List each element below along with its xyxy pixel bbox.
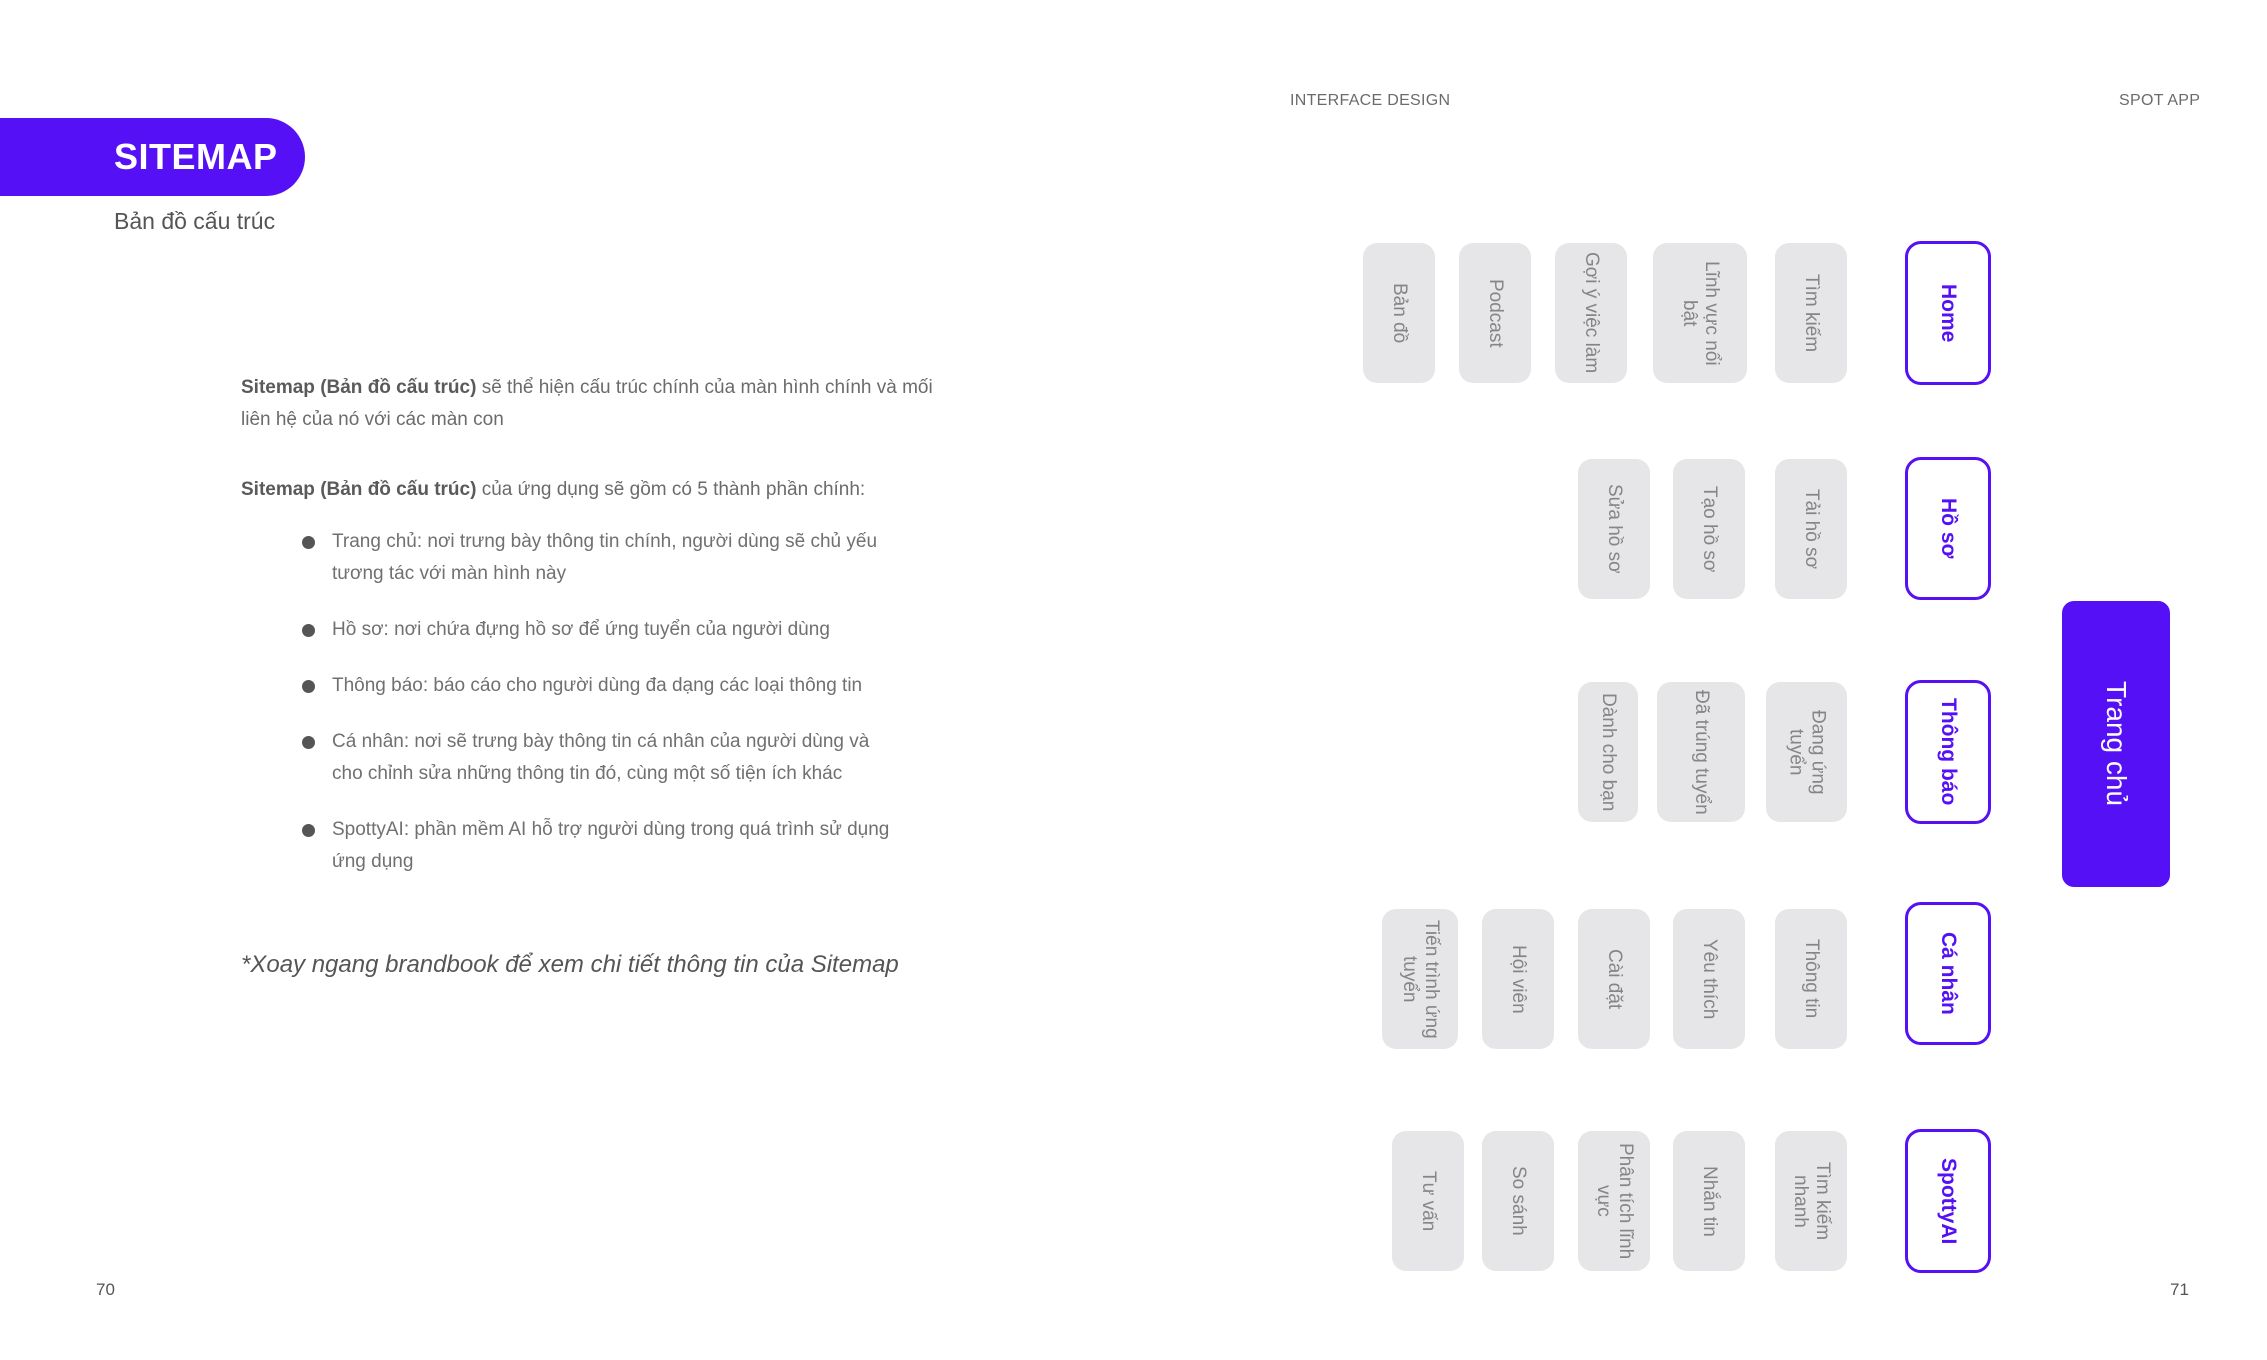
sitemap-branch-spottyai: SpottyAI [1905,1129,1991,1273]
sitemap-node: Phân tích lĩnh vực [1578,1131,1650,1271]
sitemap-node: Thông tin [1775,909,1847,1049]
list-item: SpottyAI: phần mềm AI hỗ trợ người dùng trong quá trình sử dụng ứng dụng [300,814,920,878]
list-item: Trang chủ: nơi trưng bày thông tin chính, người dùng sẽ chủ yếu tương tác với màn hình này [300,526,920,590]
sitemap-node: Tìm kiếm [1775,243,1847,383]
sitemap-root-node: Trang chủ [2062,601,2170,887]
intro-p1-line2: liên hệ của nó với các màn con [241,409,504,430]
intro-p1-bold: Sitemap (Bản đồ cấu trúc) [241,377,477,398]
intro-p2-bold: Sitemap (Bản đồ cấu trúc) [241,479,477,500]
sitemap-node: Tìm kiếm nhanh [1775,1131,1847,1271]
sitemap-branch-ca-nhan: Cá nhân [1905,902,1991,1045]
bullet-dot [302,736,315,749]
sitemap-node: Tải hồ sơ [1775,459,1847,599]
sitemap-node: Đã trúng tuyển [1657,682,1745,822]
sitemap-node: Bản đồ [1363,243,1435,383]
sitemap-node: Gợi ý việc làm [1555,243,1627,383]
rotate-note: *Xoay ngang brandbook để xem chi tiết thông tin của Sitemap [241,951,899,978]
sitemap-node: Đang ứng tuyển [1766,682,1847,822]
list-item: Thông báo: báo cáo cho người dùng đa dạng các loại thông tin [300,670,920,702]
bullet-dot [302,824,315,837]
page-number-right: 71 [2170,1280,2189,1299]
section-title: SITEMAP [114,136,278,177]
bullet-dot [302,624,315,637]
sitemap-node: Nhắn tin [1673,1131,1745,1271]
intro-p1-text: sẽ thể hiện cấu trúc chính của màn hình chính và mối [476,377,933,398]
page-number-left: 70 [96,1280,115,1299]
sitemap-node: Cài đặt [1578,909,1650,1049]
sitemap-branch-thong-bao: Thông báo [1905,680,1991,824]
sitemap-branch-home: Home [1905,241,1991,385]
list-item: Hồ sơ: nơi chứa đựng hồ sơ để ứng tuyển của người dùng [300,614,920,646]
sitemap-node: Podcast [1459,243,1531,383]
sitemap-node: Hội viên [1482,909,1554,1049]
sitemap-node: Sửa hồ sơ [1578,459,1650,599]
bullet-dot [302,680,315,693]
intro-paragraph-2 [241,474,961,506]
sitemap-branch-ho-so: Hồ sơ [1905,457,1991,600]
bullet-dot [302,536,315,549]
sitemap-node: Lĩnh vực nổi bật [1653,243,1747,383]
sitemap-node: Dành cho bạn [1578,682,1638,822]
intro-paragraph-1 [241,372,961,436]
intro-p2-text: của ứng dụng sẽ gồm có 5 thành phần chính: [476,479,866,500]
header-app-label: SPOT APP [2119,92,2201,109]
sitemap-node: Tiến trình ứng tuyển [1382,909,1458,1049]
header-section-label: INTERFACE DESIGN [1290,92,1451,109]
sitemap-node: So sánh [1482,1131,1554,1271]
component-list [300,526,920,902]
sitemap-node: Tạo hồ sơ [1673,459,1745,599]
sitemap-node: Yêu thích [1673,909,1745,1049]
section-subtitle: Bản đồ cấu trúc [114,208,276,234]
list-item: Cá nhân: nơi sẽ trưng bày thông tin cá nhân của người dùng và cho chỉnh sửa những thông tin đó, cùng một số tiện ích khác [300,726,920,790]
sitemap-node: Tư vấn [1392,1131,1464,1271]
